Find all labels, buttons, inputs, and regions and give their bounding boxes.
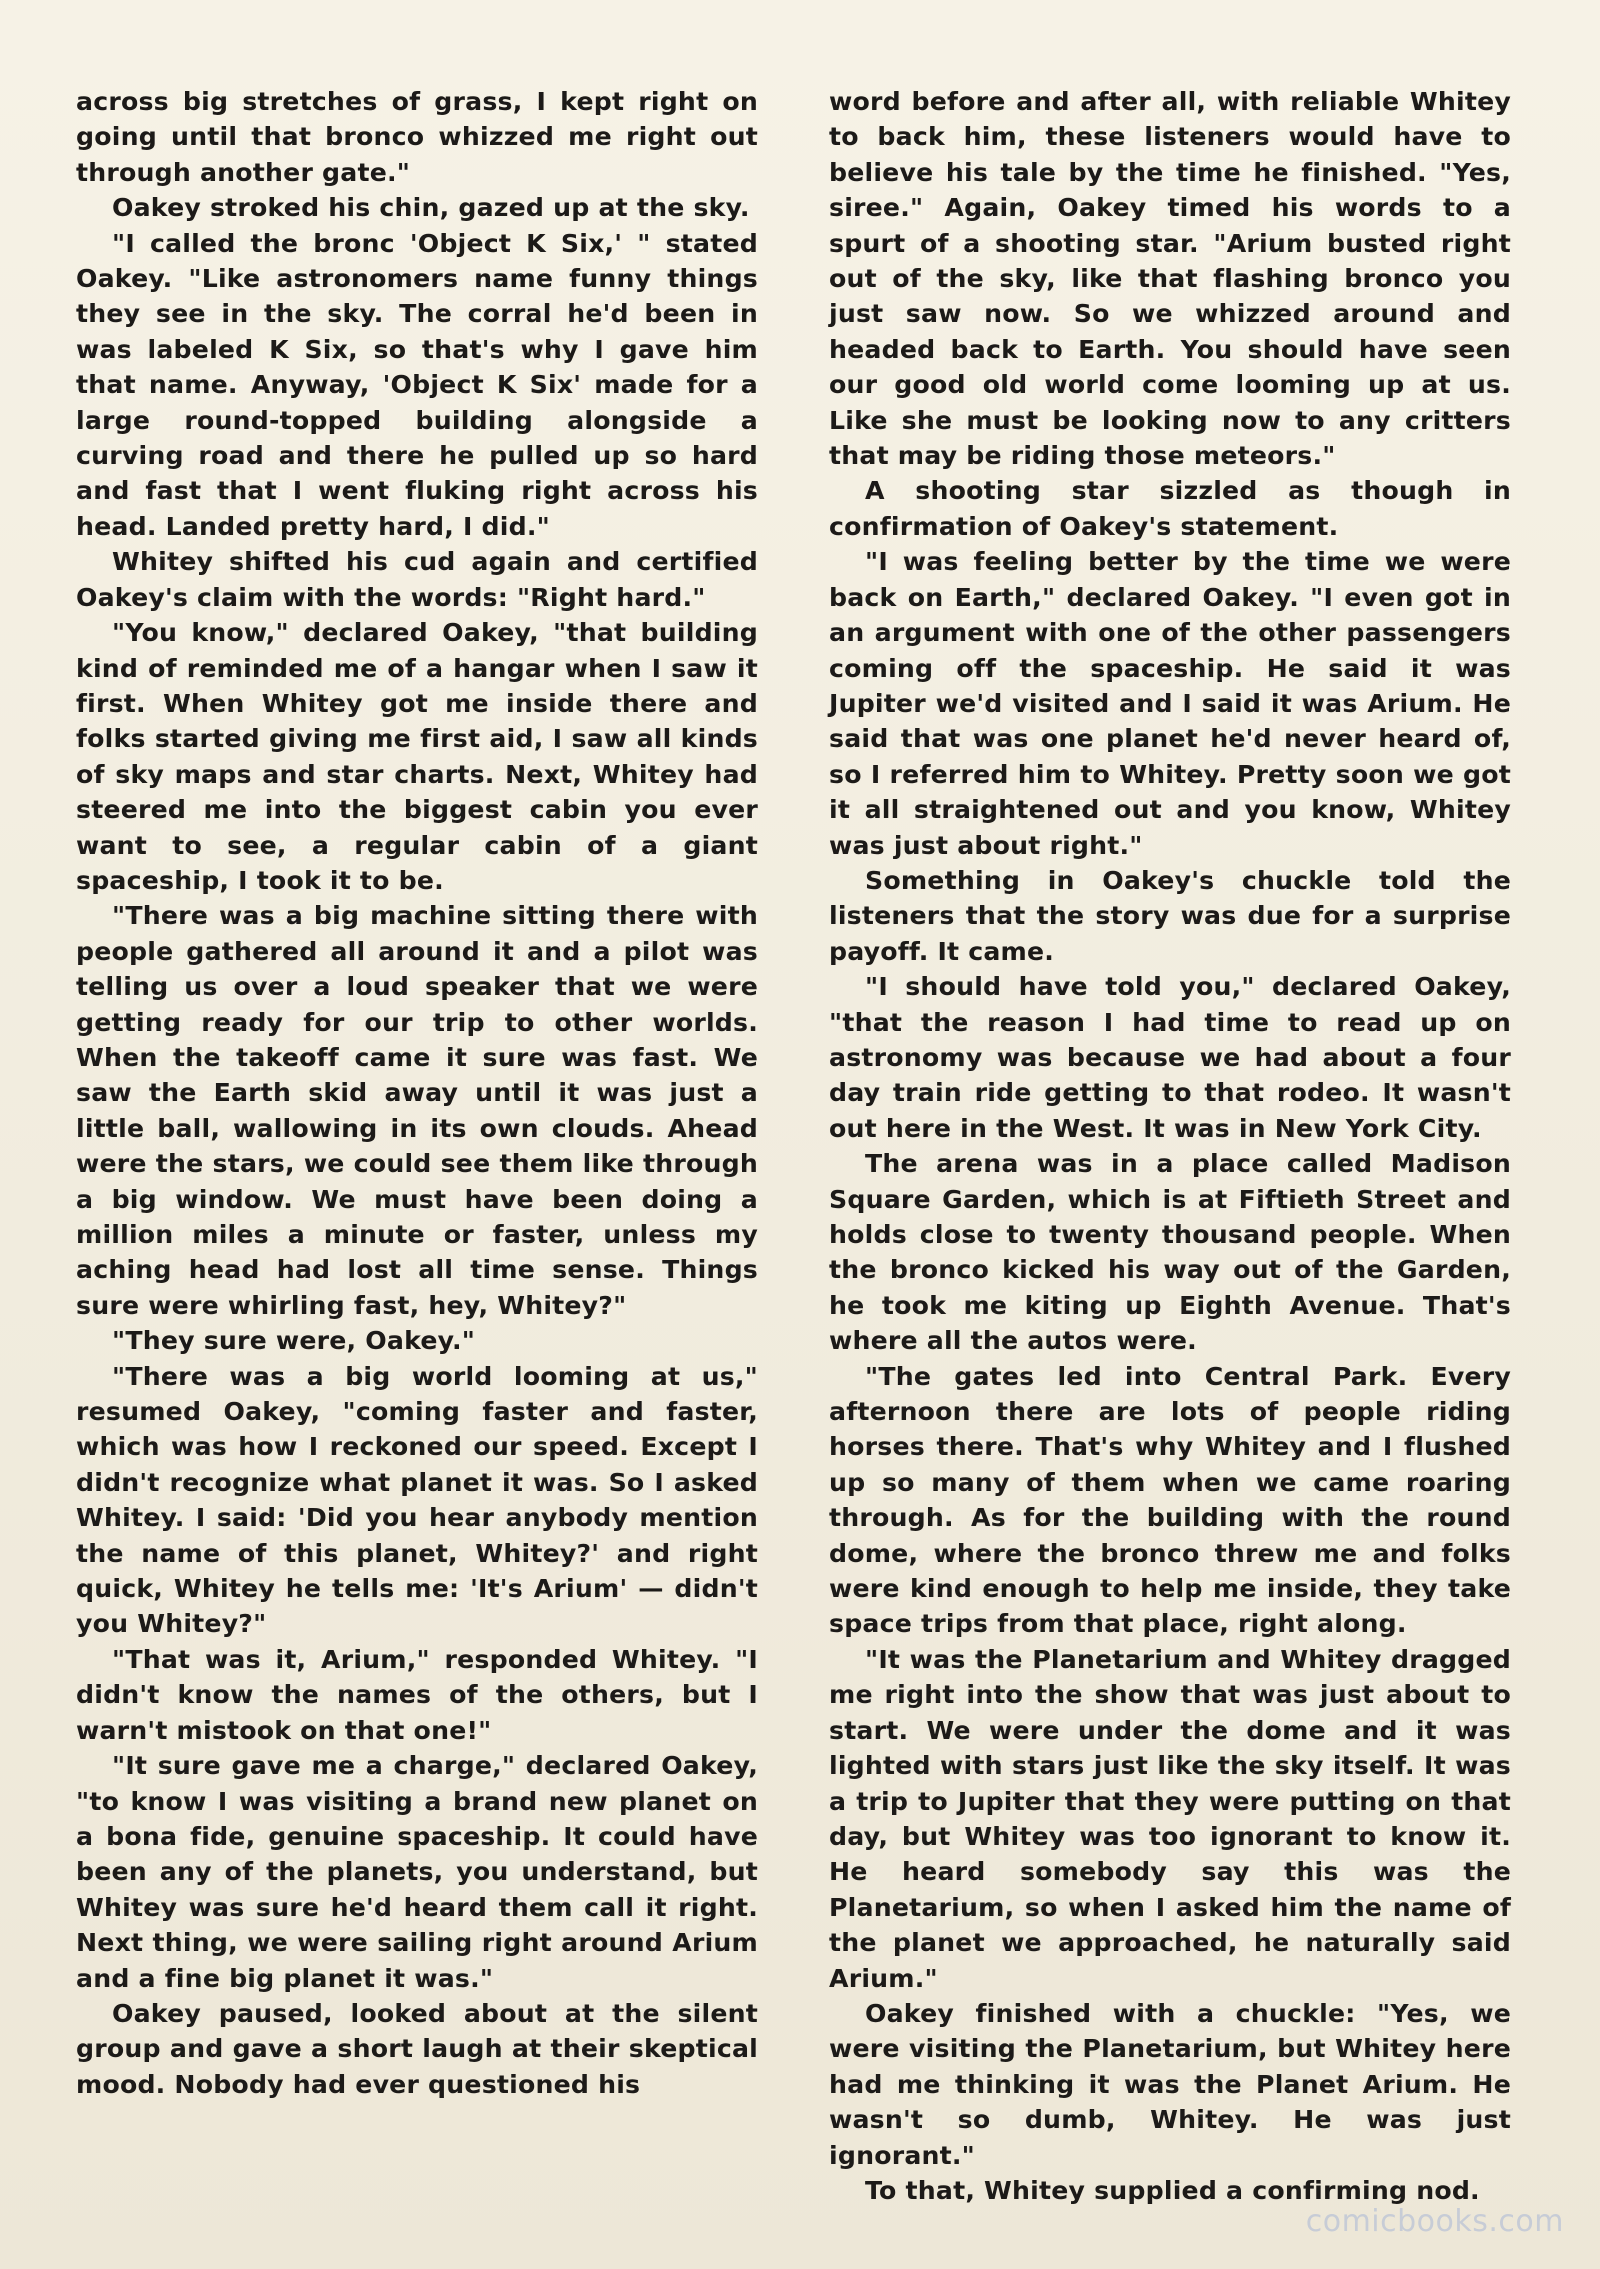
- paragraph: Something in Oakey's chuckle told the listeners that the story was due for a surprise payoff. It came.: [829, 865, 1511, 966]
- right-text-column: [829, 84, 1511, 2208]
- paragraph: Oakey paused, looked about at the silent group and gave a short laugh at their skeptical mood. Nobody had ever questioned his: [76, 1998, 758, 2099]
- paragraph: "There was a big machine sitting there with people gathered all around it and a pilot was telling us over a loud speaker that we were getting ready for our trip to other worlds. When the takeoff came it sure was fast. We saw the Earth skid away until it was just a little ball, wallowing in its own clouds. Ahead were the stars, we could see them like through a big window. We must have been doing a million miles a minute or faster, unless my aching head had lost all time sense. Things sure were whirling fast, hey, Whitey?": [76, 901, 758, 1320]
- paragraph: Whitey shifted his cud again and certified Oakey's claim with the words: "Right hard.": [76, 547, 758, 612]
- paragraph: "You know," declared Oakey, "that building kind of reminded me of a hangar when I saw it first. When Whitey got me inside there and folks started giving me first aid, I saw all kinds of sky maps and star charts. Next, Whitey had steered me into the biggest cabin you ever want to see, a regular cabin of a giant spaceship, I took it to be.: [76, 618, 758, 895]
- paragraph: word before and after all, with reliable Whitey to back him, these listeners would have to believe his tale by the time he finished. "Yes, siree." Again, Oakey timed his words to a spurt of a shooting star. "Arium busted right out of the sky, like that flashing bronco you just saw now. So we whizzed around and headed back to Earth. You should have seen our good old world come looming up at us. Like she must be looking now to any critters that may be riding those meteors.": [829, 87, 1511, 471]
- paragraph: "They sure were, Oakey.": [112, 1326, 476, 1356]
- paragraph: "It was the Planetarium and Whitey dragged me right into the show that was just about to start. We were under the dome and it was lighted with stars just like the sky itself. It was a trip to Jupiter that they were putting on that day, but Whitey was too ignorant to know it. He heard somebody say this was the Planetarium, so when I asked him the name of the planet we approached, he naturally said Arium.": [829, 1644, 1511, 1993]
- paragraph: "The gates led into Central Park. Every afternoon there are lots of people riding horses there. That's why Whitey and I flushed up so many of them when we came roaring through. As for the building with the round dome, where the bronco threw me and folks were kind enough to help me inside, they take space trips from that place, right along.: [829, 1361, 1511, 1639]
- paragraph: across big stretches of grass, I kept right on going until that bronco whizzed me right out through another gate.": [76, 87, 758, 187]
- paragraph: "I was feeling better by the time we were back on Earth," declared Oakey. "I even got in an argument with one of the other passengers coming off the spaceship. He said it was Jupiter we'd visited and I said it was Arium. He said that was one planet he'd never heard of, so I referred him to Whitey. Pretty soon we got it all straightened out and you know, Whitey was just about right.": [829, 547, 1511, 860]
- paragraph: Oakey finished with a chuckle: "Yes, we were visiting the Planetarium, but Whitey here had me thinking it was the Planet Arium. He wasn't so dumb, Whitey. He was just ignorant.": [829, 1998, 1511, 2170]
- paragraph: Oakey stroked his chin, gazed up at the sky.: [112, 193, 750, 223]
- paragraph: "That was it, Arium," responded Whitey. "I didn't know the names of the others, but I warn't mistook on that one!": [76, 1644, 758, 1745]
- site-watermark: comicbooks.com: [1305, 2204, 1564, 2239]
- paragraph: "It sure gave me a charge," declared Oakey, "to know I was visiting a brand new planet on a bona fide, genuine spaceship. It could have been any of the planets, you understand, but Whitey was sure he'd heard them call it right. Next thing, we were sailing right around Arium and a fine big planet it was.": [76, 1751, 758, 1993]
- paragraph: A shooting star sizzled as though in confirmation of Oakey's statement.: [829, 476, 1511, 541]
- paragraph: The arena was in a place called Madison Square Garden, which is at Fiftieth Street and holds close to twenty thousand people. When the bronco kicked his way out of the Garden, he took me kiting up Eighth Avenue. That's where all the autos were.: [829, 1149, 1511, 1356]
- paragraph: To that, Whitey supplied a confirming nod.: [865, 2175, 1480, 2205]
- paragraph: "I called the bronc 'Object K Six,' " stated Oakey. "Like astronomers name funny things they see in the sky. The corral he'd been in was labeled K Six, so that's why I gave him that name. Anyway, 'Object K Six' made for a large round-topped building alongside a curving road and there he pulled up so hard and fast that I went fluking right across his head. Landed pretty hard, I did.": [76, 228, 758, 541]
- paragraph: "There was a big world looming at us," resumed Oakey, "coming faster and faster, which was how I reckoned our speed. Except I didn't recognize what planet it was. So I asked Whitey. I said: 'Did you hear anybody mention the name of this planet, Whitey?' and right quick, Whitey he tells me: 'It's Arium' — didn't you Whitey?": [76, 1361, 758, 1639]
- left-text-column: [76, 84, 758, 2102]
- paragraph: "I should have told you," declared Oakey, "that the reason I had time to read up on astronomy was because we had about a four day train ride getting to that rodeo. It wasn't out here in the West. It was in New York City.: [829, 972, 1511, 1143]
